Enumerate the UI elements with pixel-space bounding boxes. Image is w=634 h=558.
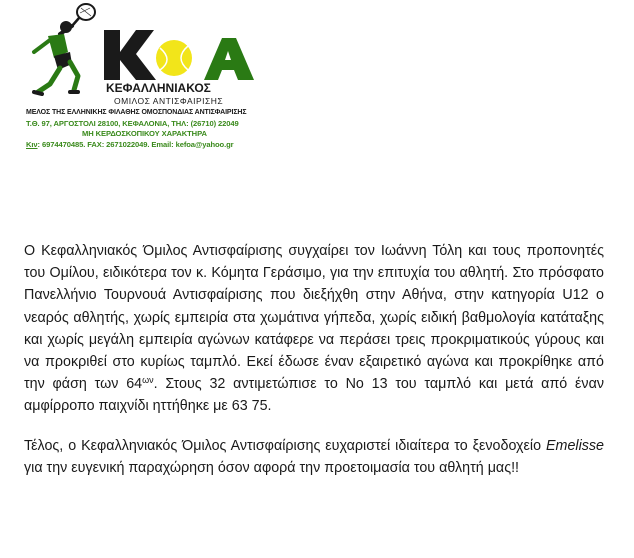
club-wordmark: [24, 0, 284, 108]
letterhead: [24, 0, 324, 160]
contact-line: [26, 140, 326, 151]
contact-details: : 6974470485. FAX: 2671022049. Email: kefoa@yahoo.gr: [37, 139, 234, 149]
ordinal-superscript: ων: [142, 375, 154, 386]
letter-body: [24, 240, 604, 479]
nonprofit-line: ΜΗ ΚΕΡΔΟΣΚΟΠΙΚΟΥ ΧΑΡΑΚΤΗΡΑ: [82, 129, 207, 138]
paragraph-1-text-end: . Στους 32 αντιμετώπισε το Νο 13 του ταμπλό και μετά από έναν αμφίρροπο παιχνίδι ηττήθηκε με 63 75.: [24, 376, 604, 415]
paragraph-2-text-end: για την ευγενική παραχώρηση όσον αφορά την προετοιμασία του αθλητή μας!!: [24, 459, 520, 476]
club-logo: [24, 0, 284, 108]
mobile-prefix: Κιν: [26, 139, 38, 149]
club-name-primary: ΚΕΦΑΛΛΗΝΙΑΚΟΣ: [106, 81, 211, 95]
hotel-name: Emelisse: [546, 437, 604, 454]
address-line: Τ.Θ. 97, ΑΡΓΟΣΤΟΛΙ 28100, ΚΕΦΑΛΟΝΙΑ, ΤΗΛ: (26710) 22049: [26, 118, 239, 128]
paragraph-1-text: Ο Κεφαλληνιακός Όμιλος Αντισφαίρισης συγχαίρει τον Ιωάννη Τόλη και τους προπονητές του Ομίλου, ειδικότερα τον κ. Κόμητα Γεράσιμο, για την επιτυχία του αθλητή. Στο πρόσφατο Πανελλήνιο Τουρνουά Αντισφαίρισης που διεξήχθη στην Αθήνα, στην κατηγορία U12 ο νεαρός αθλητής, χωρίς εμπειρία στα χωμάτινα γήπεδα, χωρίς ειδική βαθμολογία κατάταξης και χωρίς μεγάλη εμπειρία αγώνων κατάφερε να περάσει τρεις προκριματικούς γύρους και να προκριθεί στο κυρίως ταμπλό. Εκεί έδωσε έναν εξαιρετικό αγώνα και προκρίθηκε από την φάση των 64: [24, 243, 604, 393]
club-details: [26, 108, 326, 150]
thanks-paragraph: [24, 435, 604, 479]
congratulations-paragraph: [24, 240, 604, 418]
paragraph-2-text: Τέλος, ο Κεφαλληνιακός Όμιλος Αντισφαίρισης ευχαριστεί ιδιαίτερα το ξενοδοχείο: [24, 437, 546, 454]
club-name-secondary: ΟΜΙΛΟΣ ΑΝΤΙΣΦΑΙΡΙΣΗΣ: [114, 96, 224, 106]
federation-membership-line: ΜΕΛΟΣ ΤΗΣ ΕΛΛΗΝΙΚΗΣ ΦΙΛΑΘΗΣ ΟΜΟΣΠΟΝΔΙΑΣ ΑΝΤΙΣΦΑΙΡΙΣΗΣ: [26, 109, 247, 116]
